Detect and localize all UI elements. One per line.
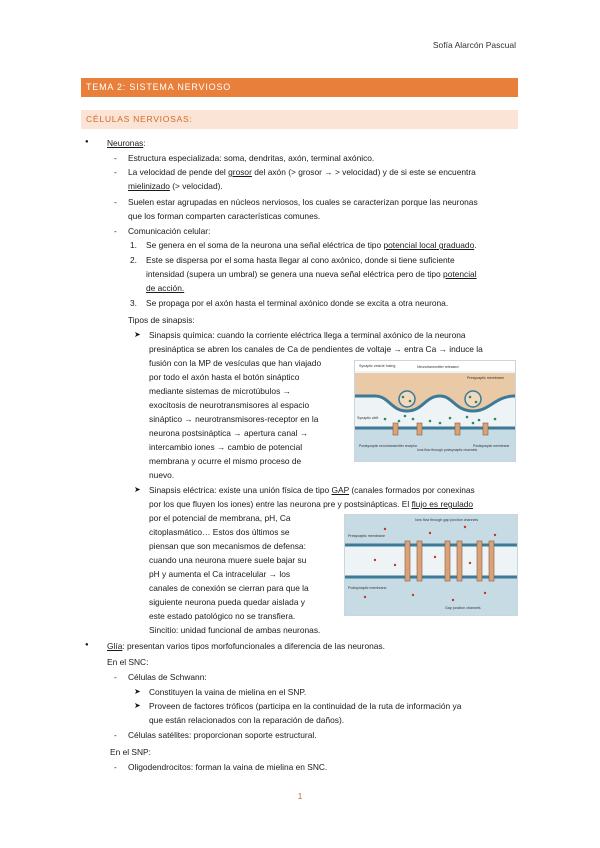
chapter-title-text: TEMA 2: SISTEMA NERVIOSO: [86, 81, 232, 92]
electrica-l4: citoplasmático… Estos dos últimos se: [149, 527, 290, 537]
vel-mielin: mielinizado: [128, 181, 170, 191]
s2-l2a: intensidad (supera un umbral) se genera una nueva señal eléctrica pero de tipo: [146, 269, 444, 279]
quimica-l2: presináptica se abren los canales de Ca de pendientes de voltaje → entra Ca → induce la: [149, 344, 483, 354]
glia-head: Glía: [107, 641, 123, 651]
vel-grosor: grosor: [228, 167, 252, 177]
glia-snp: En el SNP:: [110, 747, 151, 757]
el-l2u: flujo es regulado: [411, 499, 474, 509]
quimica-l4: por todo el axón hasta el botón sináptico: [149, 372, 300, 382]
quimica-l10: membrana y ocurre el mismo proceso de: [149, 456, 302, 466]
quimica-l5: mediante sistemas de microtúbulos →: [149, 386, 291, 396]
s2-l2u: potencial: [443, 269, 477, 279]
vesicle-2: [465, 391, 481, 407]
item-agrupadas-cont: que los forman comparten características comunes.: [128, 211, 321, 221]
item-estructura: - Estructura especializada: soma, dendritas, axón, terminal axónico.: [128, 152, 374, 164]
com-step-3: [130, 297, 449, 309]
item-velocidad: [128, 166, 476, 178]
electrica-l7: pH y aumenta el Ca intracelular → los: [149, 569, 291, 579]
glia-schwann: - Células de Schwann:: [128, 671, 207, 683]
glia-snc: En el SNC:: [107, 657, 149, 667]
com-step-1: [130, 239, 477, 251]
num-2: 2.: [130, 255, 137, 265]
glia-oligo: - Oligodendrocitos: forman la vaina de mielina en SNC.: [128, 761, 327, 773]
com-step-2-l2: [146, 268, 477, 280]
fig1-label-nt: Neurotransmitter released: [417, 365, 459, 369]
num-3: 3.: [130, 298, 137, 308]
fig2-label-pre: Presynaptic membrane: [348, 534, 385, 538]
s1-u: potencial local graduado: [383, 240, 475, 250]
chemical-synapse-figure: [354, 360, 516, 462]
electrica-l1: [149, 484, 475, 496]
fig2-postsynaptic-region: [345, 577, 517, 615]
num-1: 1.: [130, 240, 137, 250]
fig1-label-receptor: Postsynaptic neurotransmitter receptor: [359, 444, 418, 448]
electrica-l6: cuando una neurona muere suele bajar su: [149, 555, 307, 565]
neuronas-heading: [107, 137, 146, 149]
fig2-label-ions: Ions flow through gap junction channels: [415, 518, 479, 522]
vesicle-1: [399, 391, 415, 407]
quimica-l11: nuevo.: [149, 470, 175, 480]
fig1-label-cleft: Synaptic cleft: [357, 416, 379, 420]
electrical-synapse-figure: [344, 514, 518, 616]
com-step-2: [130, 254, 455, 266]
s1-a: Se genera en el soma de la neurona una señal eléctrica de tipo: [146, 240, 384, 250]
fig1-label-vesicle: Synaptic vesicle fusing: [359, 364, 396, 368]
author-name: Sofía Alarcón Pascual: [432, 40, 516, 50]
electrica-l5: piensan que son mecanismos de defensa:: [149, 541, 306, 551]
quimica-l8: neurona postsináptica → apertura canal →: [149, 428, 309, 438]
chapter-title: [81, 78, 518, 97]
quimica-l3: fusión con la MP de vesículas que han viajado: [149, 358, 322, 368]
s3: Se propaga por el axón hasta el terminal axónico donde se excita a otra neurona.: [146, 298, 449, 308]
section-title: [81, 110, 518, 129]
quimica-l6: exocitosis de neurotransmisores al espacio: [149, 400, 310, 410]
el-l1b: (canales formados por conexinas: [349, 485, 475, 495]
electrica-l9: siguiente neurona pueda quedar aislada y: [149, 597, 305, 607]
glia-schwann-2: ➤ Proveen de factores tróficos (participa en la continuidad de la ruta de información ya: [149, 700, 461, 712]
glia-text: : presentan varios tipos morfofuncionales a diferencia de las neuronas.: [122, 641, 385, 651]
neuronas-head: Neuronas: [107, 138, 144, 148]
el-l1u: GAP: [331, 485, 350, 495]
quimica-l7: sináptico → neurotransmisores-receptor en la: [149, 414, 319, 424]
electrica-l3: por el potencial de membrana, pH, Ca: [149, 513, 291, 523]
fig1-label-pre: Presynaptic membrane: [467, 376, 504, 380]
glia-satelites: - Células satélites: proporcionan soporte estructural.: [128, 729, 317, 741]
neuronas-colon: :: [143, 138, 146, 148]
s2-l3u: de acción.: [146, 283, 185, 293]
glia-schwann-2-cont: que están relacionados con la reparación de daños).: [149, 715, 345, 725]
electrica-l11: Sincitio: unidad funcional de ambas neuronas.: [149, 625, 321, 635]
fig1-label-post: Postsynaptic membrane: [473, 444, 510, 448]
item-velocidad-cont: [128, 180, 223, 192]
item-agrupadas: - Suelen estar agrupadas en núcleos nerviosos, los cuales se caracterizan porque las neuronas: [128, 196, 478, 208]
gap-junction-channels: [405, 541, 494, 581]
fig2-label-gap: Gap junction channels: [445, 606, 481, 610]
page-number: 1: [297, 791, 303, 801]
quimica-l1: ➤ Sinapsis química: cuando la corriente eléctrica llega a terminal axónico de la neurona: [149, 329, 466, 341]
glia-heading: [107, 640, 385, 652]
item-comunicacion: - Comunicación celular:: [128, 225, 210, 237]
com-step-2-l3: [146, 282, 184, 294]
section-title-text: CÉLULAS NERVIOSAS:: [86, 114, 193, 125]
tipos-title: Tipos de sinapsis:: [128, 315, 195, 325]
vel-1: La velocidad de pende del: [128, 167, 229, 177]
vel-3: (> velocidad).: [169, 181, 223, 191]
quimica-l9: intercambio iones → cambio de potencial: [149, 442, 303, 452]
vel-2: del axón (> grosor → > velocidad) y de si este se encuentra: [251, 167, 476, 177]
s2-l1: Este se dispersa por el soma hasta llegar al cono axónico, donde si tiene suficiente: [146, 255, 455, 265]
el-l2a: por los que fluyen los iones) entre las neurona pre y postsinápticas. El: [149, 499, 412, 509]
fig1-label-ions: Ions flow through postsynaptic channels: [417, 448, 478, 452]
glia-schwann-1: ➤ Constituyen la vaina de mielina en el SNP.: [149, 686, 306, 698]
el-l1a: Sinapsis eléctrica: existe una unión física de tipo: [149, 485, 332, 495]
s1-b: .: [474, 240, 477, 250]
electrica-l8: canales de conexión se cierran para que la: [149, 583, 309, 593]
electrica-l10: este estado patológico no se transfiera.: [149, 611, 296, 621]
fig2-label-post: Postsynaptic membrane: [348, 586, 387, 590]
electrica-l2: [149, 498, 473, 510]
